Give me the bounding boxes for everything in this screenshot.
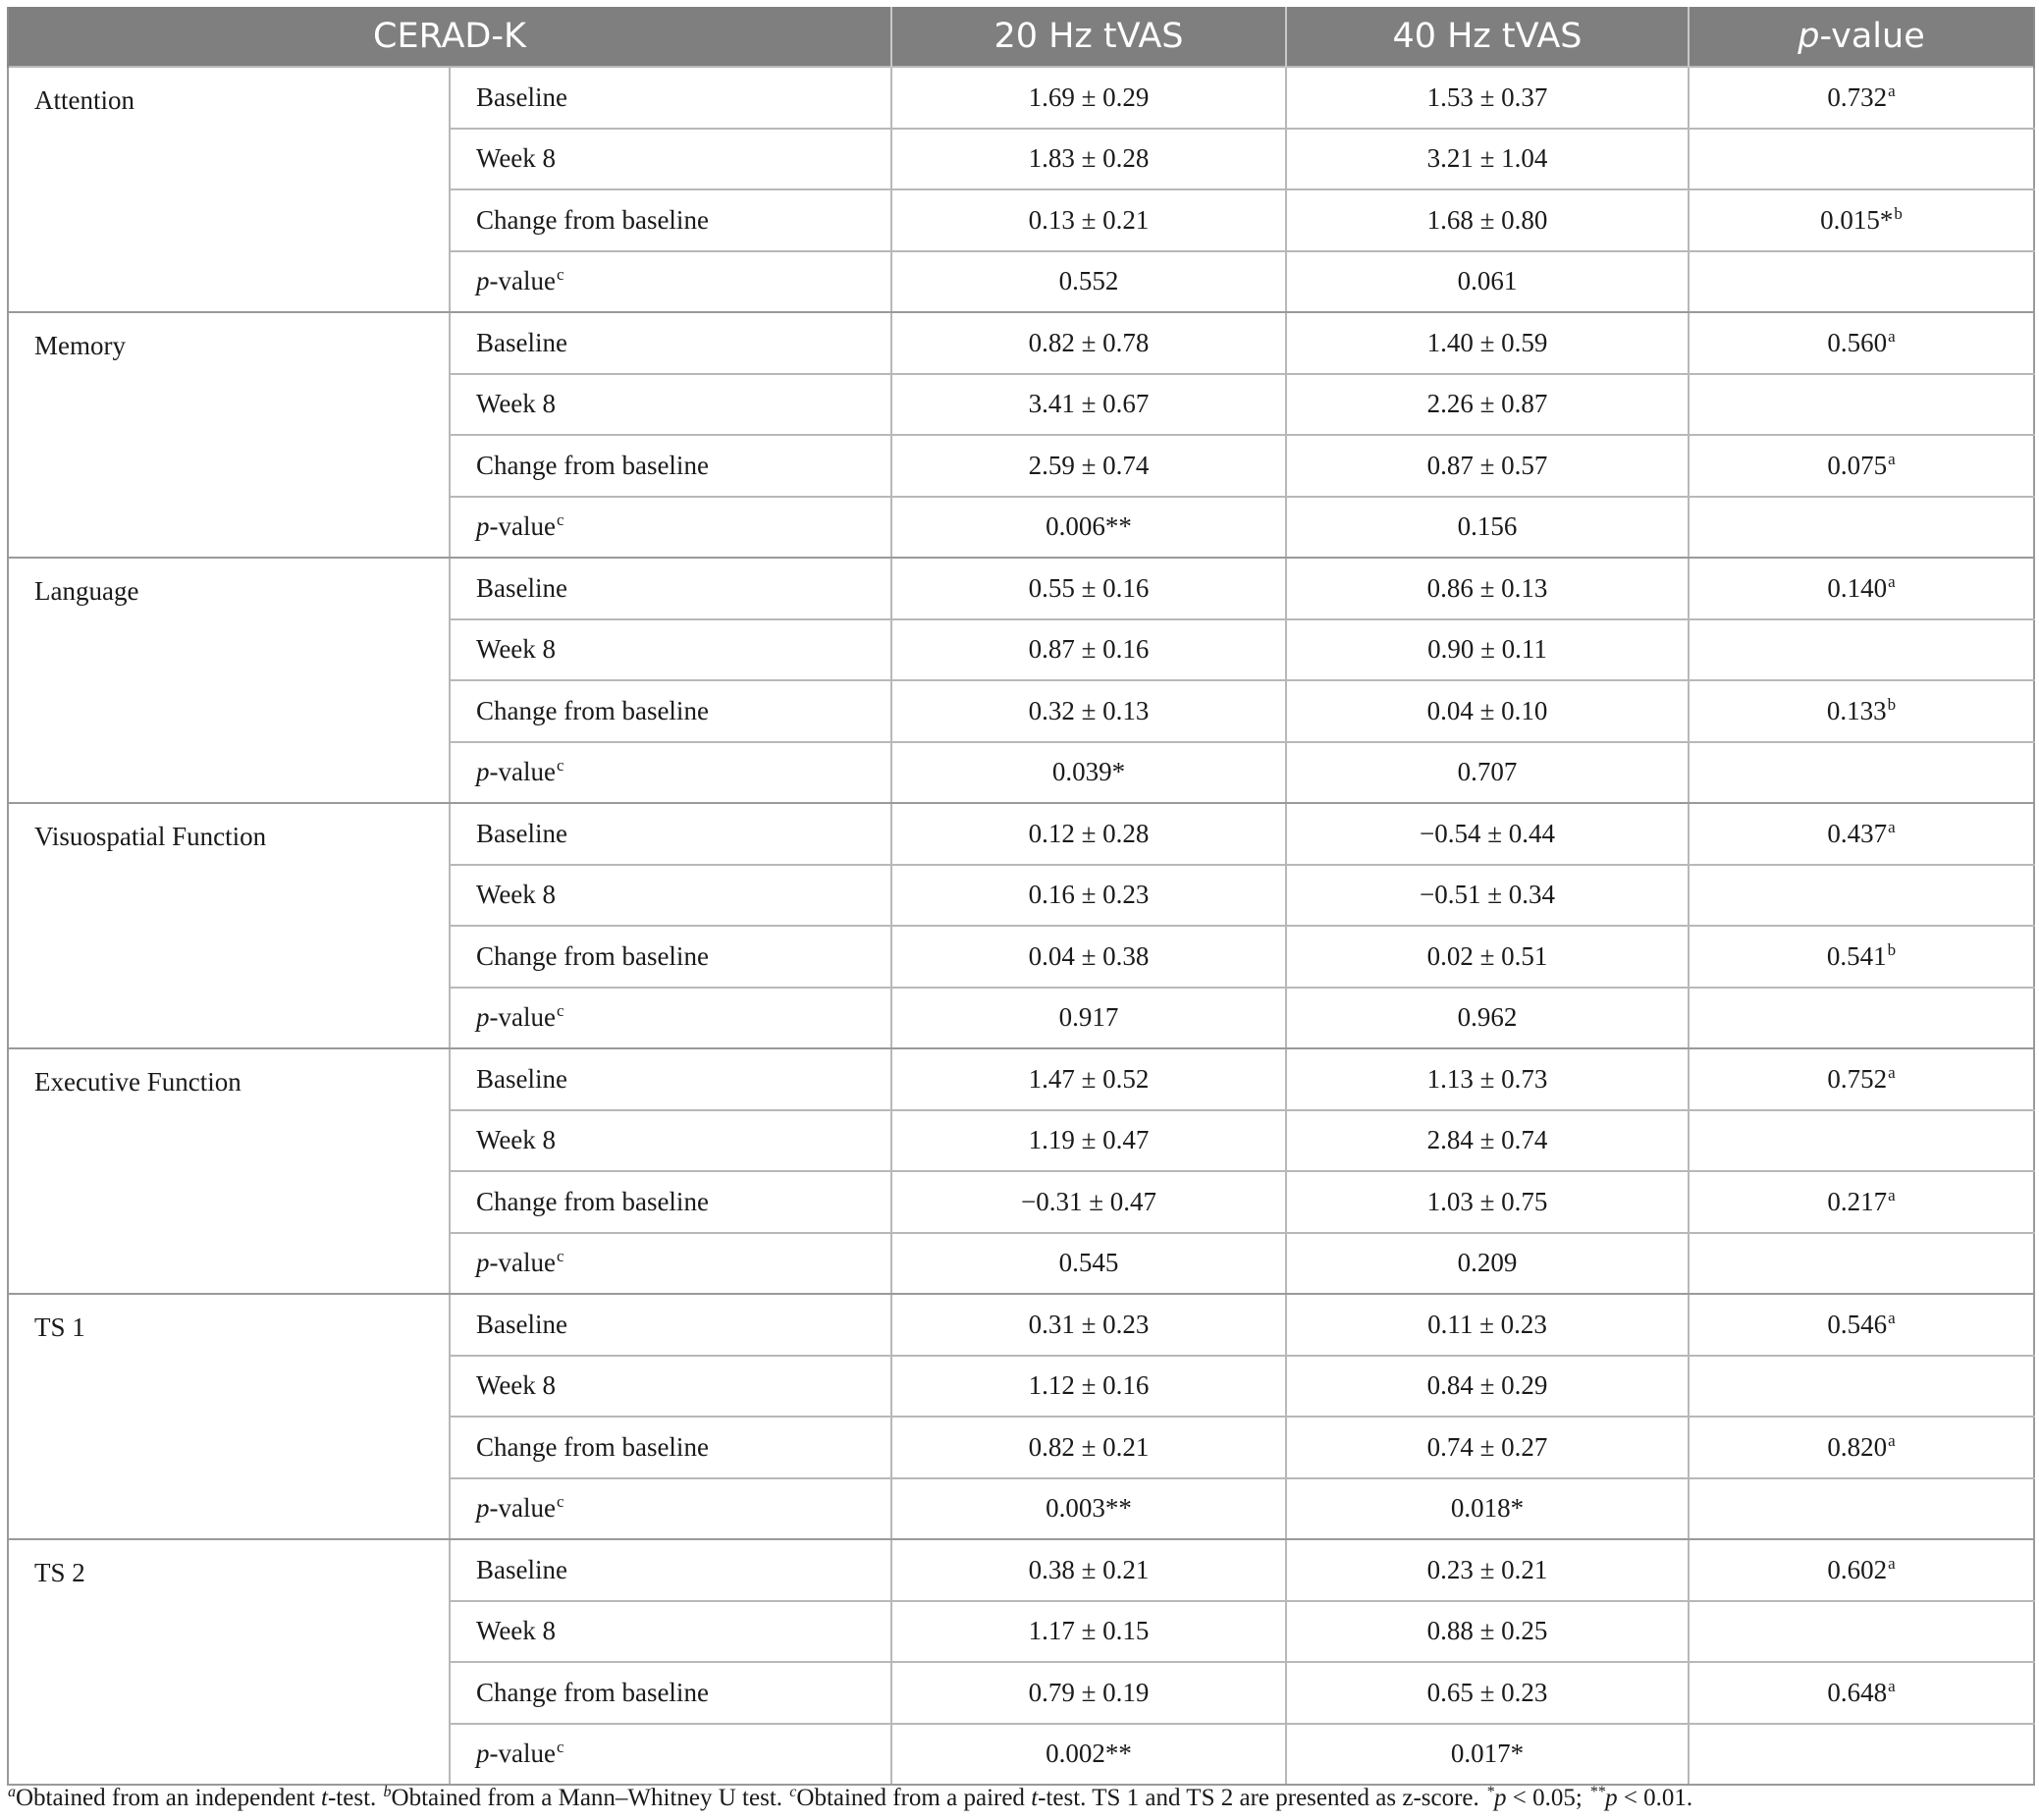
row-label: Week 8 bbox=[450, 129, 891, 190]
value-40hz: 0.018* bbox=[1286, 1478, 1689, 1540]
value-20hz: 0.006** bbox=[891, 497, 1286, 559]
group-label: TS 2 bbox=[8, 1539, 450, 1785]
row-label: Change from baseline bbox=[450, 1662, 891, 1724]
row-label: Change from baseline bbox=[450, 435, 891, 497]
value-20hz: 1.83 ± 0.28 bbox=[891, 129, 1286, 190]
value-40hz: 0.707 bbox=[1286, 742, 1689, 804]
value-40hz: 0.74 ± 0.27 bbox=[1286, 1417, 1689, 1478]
header-p-value bbox=[1689, 7, 2034, 67]
p-value-number: 0.437 bbox=[1827, 818, 1888, 848]
between-group-p-value bbox=[1689, 1048, 2034, 1110]
row-label bbox=[450, 251, 891, 313]
value-20hz: 0.13 ± 0.21 bbox=[891, 189, 1286, 251]
value-20hz: 0.79 ± 0.19 bbox=[891, 1662, 1286, 1724]
value-20hz: 0.003** bbox=[891, 1478, 1286, 1540]
header-cerad-k: CERAD-K bbox=[8, 7, 891, 67]
p-value-number: 0.820 bbox=[1827, 1431, 1888, 1462]
value-40hz: 0.65 ± 0.23 bbox=[1286, 1662, 1689, 1724]
value-40hz: 1.40 ± 0.59 bbox=[1286, 312, 1689, 374]
value-20hz: 0.55 ± 0.16 bbox=[891, 558, 1286, 619]
footnote-sig1-cmp: < 0.05; bbox=[1506, 1785, 1589, 1811]
footnote-c-t: t bbox=[1031, 1785, 1039, 1811]
footnote-a-text: Obtained from an independent bbox=[16, 1785, 322, 1811]
footnote-a-marker: a bbox=[8, 1783, 16, 1800]
value-20hz: 0.04 ± 0.38 bbox=[891, 926, 1286, 988]
table-row bbox=[8, 1294, 2034, 1356]
between-group-p-value bbox=[1689, 1110, 2034, 1172]
group-label: Executive Function bbox=[8, 1048, 450, 1294]
between-group-p-value bbox=[1689, 680, 2034, 742]
value-20hz: 3.41 ± 0.67 bbox=[891, 374, 1286, 436]
value-40hz: 1.68 ± 0.80 bbox=[1286, 189, 1689, 251]
row-label: Change from baseline bbox=[450, 1417, 891, 1478]
row-label: Baseline bbox=[450, 67, 891, 129]
value-20hz: 1.19 ± 0.47 bbox=[891, 1110, 1286, 1172]
row-label-p-italic: p bbox=[476, 266, 490, 296]
value-40hz: 1.13 ± 0.73 bbox=[1286, 1048, 1689, 1110]
row-label bbox=[450, 988, 891, 1049]
row-label-p-rest: -value bbox=[489, 266, 556, 296]
table-body bbox=[8, 67, 2034, 1785]
between-group-p-value bbox=[1689, 251, 2034, 313]
row-label-p-sup: c bbox=[556, 265, 564, 285]
value-40hz: 0.156 bbox=[1286, 497, 1689, 559]
between-group-p-value bbox=[1689, 1356, 2034, 1418]
row-label bbox=[450, 1233, 891, 1295]
value-40hz: 0.209 bbox=[1286, 1233, 1689, 1295]
p-value-number: 0.075 bbox=[1827, 450, 1888, 480]
between-group-p-value bbox=[1689, 189, 2034, 251]
between-group-p-value bbox=[1689, 312, 2034, 374]
row-label-p-rest: -value bbox=[489, 1739, 556, 1769]
row-label bbox=[450, 1724, 891, 1786]
between-group-p-value bbox=[1689, 742, 2034, 804]
value-20hz: 0.12 ± 0.28 bbox=[891, 803, 1286, 865]
between-group-p-value bbox=[1689, 619, 2034, 681]
p-value-number: 0.752 bbox=[1827, 1063, 1888, 1094]
table-row bbox=[8, 803, 2034, 865]
row-label-p-italic: p bbox=[476, 757, 490, 787]
p-value-number: 0.015* bbox=[1820, 204, 1894, 235]
value-40hz: 0.86 ± 0.13 bbox=[1286, 558, 1689, 619]
value-40hz: 3.21 ± 1.04 bbox=[1286, 129, 1689, 190]
value-40hz: 0.84 ± 0.29 bbox=[1286, 1356, 1689, 1418]
row-label: Week 8 bbox=[450, 1110, 891, 1172]
row-label: Week 8 bbox=[450, 1601, 891, 1663]
value-40hz: 0.962 bbox=[1286, 988, 1689, 1049]
value-40hz: 0.061 bbox=[1286, 251, 1689, 313]
value-40hz: 0.90 ± 0.11 bbox=[1286, 619, 1689, 681]
value-20hz: 0.87 ± 0.16 bbox=[891, 619, 1286, 681]
footnote-sig1-star: * bbox=[1486, 1783, 1495, 1800]
value-40hz: −0.51 ± 0.34 bbox=[1286, 865, 1689, 927]
between-group-p-value bbox=[1689, 1601, 2034, 1663]
between-group-p-value bbox=[1689, 497, 2034, 559]
value-40hz: −0.54 ± 0.44 bbox=[1286, 803, 1689, 865]
table-row bbox=[8, 1048, 2034, 1110]
value-20hz: 0.32 ± 0.13 bbox=[891, 680, 1286, 742]
row-label: Week 8 bbox=[450, 865, 891, 927]
p-value-sup: b bbox=[1887, 694, 1897, 714]
p-value-sup: a bbox=[1888, 1308, 1896, 1327]
footnote-c-tail: -test. TS 1 and TS 2 are presented as z-score. bbox=[1038, 1785, 1486, 1811]
footnote-b-text: Obtained from a Mann–Whitney U test. bbox=[391, 1785, 789, 1811]
footnote-c-text: Obtained from a paired bbox=[796, 1785, 1032, 1811]
p-value-number: 0.140 bbox=[1827, 572, 1888, 603]
p-value-number: 0.541 bbox=[1826, 940, 1887, 971]
p-value-number: 0.560 bbox=[1827, 327, 1888, 357]
between-group-p-value bbox=[1689, 1724, 2034, 1786]
row-label-p-sup: c bbox=[556, 1001, 564, 1021]
value-20hz: 0.917 bbox=[891, 988, 1286, 1049]
row-label bbox=[450, 497, 891, 559]
p-value-sup: a bbox=[1888, 449, 1896, 468]
row-label: Change from baseline bbox=[450, 680, 891, 742]
row-label-p-sup: c bbox=[556, 1738, 564, 1757]
row-label: Change from baseline bbox=[450, 189, 891, 251]
value-40hz: 0.017* bbox=[1286, 1724, 1689, 1786]
p-value-sup: a bbox=[1888, 1553, 1896, 1573]
footnote-sig1-p: p bbox=[1494, 1785, 1507, 1811]
p-value-sup: a bbox=[1888, 80, 1896, 100]
value-20hz: 0.545 bbox=[891, 1233, 1286, 1295]
value-20hz: 1.47 ± 0.52 bbox=[891, 1048, 1286, 1110]
row-label-p-sup: c bbox=[556, 1492, 564, 1512]
p-value-sup: a bbox=[1888, 326, 1896, 346]
row-label-p-sup: c bbox=[556, 1247, 564, 1266]
between-group-p-value bbox=[1689, 1294, 2034, 1356]
value-40hz: 1.53 ± 0.37 bbox=[1286, 67, 1689, 129]
p-value-sup: a bbox=[1888, 571, 1896, 591]
value-20hz: 1.12 ± 0.16 bbox=[891, 1356, 1286, 1418]
row-label-p-rest: -value bbox=[489, 757, 556, 787]
value-40hz: 0.23 ± 0.21 bbox=[1286, 1539, 1689, 1601]
value-20hz: 0.82 ± 0.78 bbox=[891, 312, 1286, 374]
footnote-a-t: t bbox=[321, 1785, 328, 1811]
p-value-sup: b bbox=[1887, 939, 1897, 959]
value-20hz: 2.59 ± 0.74 bbox=[891, 435, 1286, 497]
between-group-p-value bbox=[1689, 1233, 2034, 1295]
p-value-number: 0.648 bbox=[1827, 1677, 1888, 1707]
p-value-sup: a bbox=[1888, 817, 1896, 836]
between-group-p-value bbox=[1689, 1417, 2034, 1478]
footnote-sig2-cmp: < 0.01. bbox=[1617, 1785, 1693, 1811]
header-row bbox=[8, 7, 2034, 67]
p-value-sup: a bbox=[1888, 1185, 1896, 1204]
value-20hz: 0.002** bbox=[891, 1724, 1286, 1786]
row-label: Baseline bbox=[450, 803, 891, 865]
value-20hz: 0.82 ± 0.21 bbox=[891, 1417, 1286, 1478]
row-label-p-rest: -value bbox=[489, 1248, 556, 1278]
p-value-sup: a bbox=[1888, 1430, 1896, 1450]
p-value-sup: b bbox=[1894, 203, 1903, 223]
p-value-number: 0.133 bbox=[1826, 695, 1887, 725]
value-20hz: 0.552 bbox=[891, 251, 1286, 313]
value-20hz: 1.69 ± 0.29 bbox=[891, 67, 1286, 129]
footnote-c-marker: c bbox=[789, 1783, 797, 1800]
row-label-p-italic: p bbox=[476, 1493, 490, 1524]
row-label: Change from baseline bbox=[450, 1171, 891, 1233]
row-label-p-rest: -value bbox=[489, 1002, 556, 1033]
row-label-p-italic: p bbox=[476, 1739, 490, 1769]
table-row bbox=[8, 312, 2034, 374]
between-group-p-value bbox=[1689, 558, 2034, 619]
value-20hz: 0.31 ± 0.23 bbox=[891, 1294, 1286, 1356]
p-value-number: 0.546 bbox=[1827, 1309, 1888, 1339]
row-label-p-italic: p bbox=[476, 1002, 490, 1033]
between-group-p-value bbox=[1689, 1539, 2034, 1601]
value-20hz: 0.38 ± 0.21 bbox=[891, 1539, 1286, 1601]
between-group-p-value bbox=[1689, 374, 2034, 436]
group-label: Language bbox=[8, 558, 450, 803]
header-20hz: 20 Hz tVAS bbox=[891, 7, 1286, 67]
value-40hz: 0.02 ± 0.51 bbox=[1286, 926, 1689, 988]
value-20hz: 0.16 ± 0.23 bbox=[891, 865, 1286, 927]
table-row bbox=[8, 67, 2034, 129]
row-label: Change from baseline bbox=[450, 926, 891, 988]
header-40hz: 40 Hz tVAS bbox=[1286, 7, 1689, 67]
p-value-number: 0.602 bbox=[1827, 1554, 1888, 1584]
row-label: Baseline bbox=[450, 1294, 891, 1356]
footnote-sig2-star: ** bbox=[1589, 1783, 1606, 1800]
value-40hz: 0.88 ± 0.25 bbox=[1286, 1601, 1689, 1663]
group-label: Attention bbox=[8, 67, 450, 312]
table-row bbox=[8, 558, 2034, 619]
row-label bbox=[450, 742, 891, 804]
footnote-a-tail: -test. bbox=[327, 1785, 383, 1811]
between-group-p-value bbox=[1689, 865, 2034, 927]
value-40hz: 0.87 ± 0.57 bbox=[1286, 435, 1689, 497]
group-label: TS 1 bbox=[8, 1294, 450, 1539]
results-table-container bbox=[7, 7, 2033, 1786]
value-20hz: −0.31 ± 0.47 bbox=[891, 1171, 1286, 1233]
between-group-p-value bbox=[1689, 1662, 2034, 1724]
header-p-rest: -value bbox=[1819, 17, 1925, 56]
p-value-number: 0.732 bbox=[1827, 81, 1888, 112]
table-footnote bbox=[7, 1785, 1692, 1812]
row-label: Baseline bbox=[450, 558, 891, 619]
footnote-sig2-p: p bbox=[1605, 1785, 1618, 1811]
between-group-p-value bbox=[1689, 129, 2034, 190]
cerad-k-results-table bbox=[7, 7, 2035, 1786]
row-label: Baseline bbox=[450, 1539, 891, 1601]
value-40hz: 2.26 ± 0.87 bbox=[1286, 374, 1689, 436]
group-label: Visuospatial Function bbox=[8, 803, 450, 1048]
row-label: Baseline bbox=[450, 312, 891, 374]
row-label-p-rest: -value bbox=[489, 1493, 556, 1524]
between-group-p-value bbox=[1689, 67, 2034, 129]
row-label-p-italic: p bbox=[476, 511, 490, 542]
row-label-p-sup: c bbox=[556, 756, 564, 776]
footnote-b-marker: b bbox=[383, 1783, 392, 1800]
value-20hz: 0.039* bbox=[891, 742, 1286, 804]
row-label bbox=[450, 1478, 891, 1540]
row-label-p-italic: p bbox=[476, 1248, 490, 1278]
between-group-p-value bbox=[1689, 1171, 2034, 1233]
between-group-p-value bbox=[1689, 926, 2034, 988]
value-40hz: 1.03 ± 0.75 bbox=[1286, 1171, 1689, 1233]
between-group-p-value bbox=[1689, 988, 2034, 1049]
row-label-p-sup: c bbox=[556, 510, 564, 530]
row-label: Week 8 bbox=[450, 619, 891, 681]
p-value-number: 0.217 bbox=[1827, 1186, 1888, 1216]
between-group-p-value bbox=[1689, 803, 2034, 865]
between-group-p-value bbox=[1689, 435, 2034, 497]
table-row bbox=[8, 1539, 2034, 1601]
row-label-p-rest: -value bbox=[489, 511, 556, 542]
row-label: Baseline bbox=[450, 1048, 891, 1110]
table-header bbox=[8, 7, 2034, 67]
group-label: Memory bbox=[8, 312, 450, 558]
header-p-italic: p bbox=[1798, 17, 1820, 56]
value-40hz: 0.04 ± 0.10 bbox=[1286, 680, 1689, 742]
value-20hz: 1.17 ± 0.15 bbox=[891, 1601, 1286, 1663]
p-value-sup: a bbox=[1888, 1676, 1896, 1695]
row-label: Week 8 bbox=[450, 374, 891, 436]
value-40hz: 0.11 ± 0.23 bbox=[1286, 1294, 1689, 1356]
value-40hz: 2.84 ± 0.74 bbox=[1286, 1110, 1689, 1172]
p-value-sup: a bbox=[1888, 1062, 1896, 1082]
between-group-p-value bbox=[1689, 1478, 2034, 1540]
row-label: Week 8 bbox=[450, 1356, 891, 1418]
